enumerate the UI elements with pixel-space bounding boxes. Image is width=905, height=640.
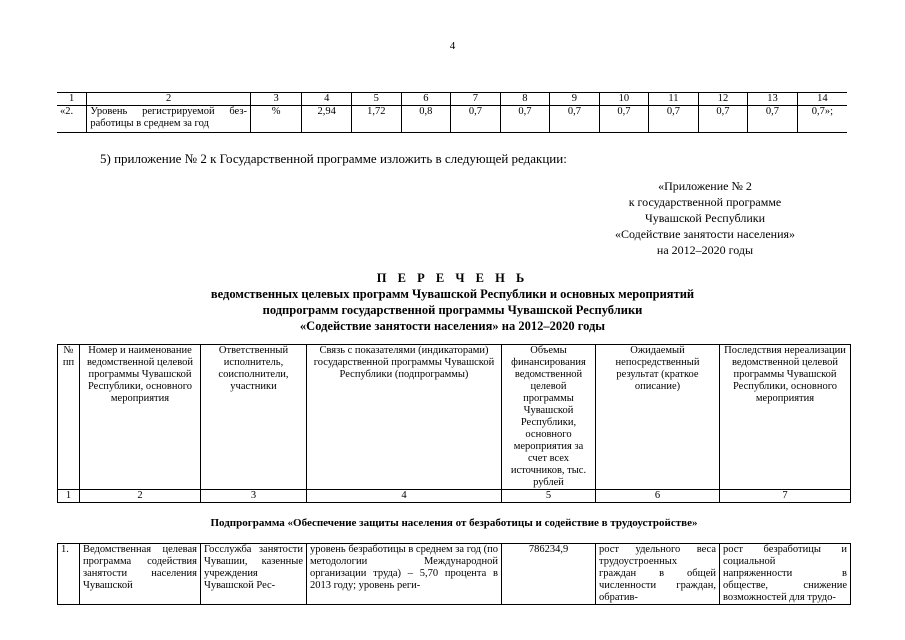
header-cell: Связь с показателями (индикаторами) государственной программы Чувашской Республики (подпрограммы) [307, 345, 502, 490]
header-cell: 5 [352, 93, 402, 106]
indicator-name: Уровень регистрируемой без-работицы в среднем за год [87, 106, 251, 133]
expected-result: рост удельного веса трудоустроенных граждан в общей численности граждан, обратив- [596, 544, 720, 605]
subprogram-row [58, 503, 851, 544]
value-cell: 0,7 [649, 106, 699, 133]
header-cell: 1 [57, 93, 87, 106]
column-number: 6 [596, 490, 720, 503]
title-line: подпрограмм государственной программы Чувашской Республики [262, 303, 643, 317]
title-line: «Содействие занятости населения» на 2012–2020 годы [299, 319, 606, 333]
header-cell: 7 [451, 93, 501, 106]
value-cell: 0,7 [451, 106, 501, 133]
header-cell: Объемы финансирования ведомственной целевой программы Чувашской Республики, основного мероприятия за счет всех источников, тыс. рублей [502, 345, 596, 490]
row-number: 1. [58, 544, 80, 605]
header-cell: 2 [87, 93, 251, 106]
value-cell: 0,7 [698, 106, 748, 133]
main-table [57, 344, 851, 605]
appendix-line: Чувашской Республики [644, 211, 766, 225]
value-cell: 0,7»; [797, 106, 847, 133]
header-cell: 14 [797, 93, 847, 106]
appendix-line: «Содействие занятости населения» [614, 227, 796, 241]
header-cell: Ответственный исполнитель, соисполнители, участники [201, 345, 307, 490]
appendix-line: к государственной программе [628, 195, 782, 209]
header-cell: 6 [401, 93, 451, 106]
table-header-row [58, 345, 851, 490]
row-number: «2. [57, 106, 87, 133]
table-header-row [57, 93, 847, 106]
page-number: 4 [449, 40, 456, 52]
header-cell: 10 [599, 93, 649, 106]
column-number: 1 [58, 490, 80, 503]
header-cell: Ожидаемый непосредственный результат (краткое описание) [596, 345, 720, 490]
program-name: Ведомственная целевая программа содействия занятости населения Чувашской [80, 544, 201, 605]
appendix-line: на 2012–2020 годы [656, 243, 754, 257]
value-cell: 0,7 [748, 106, 798, 133]
value-cell: 0,8 [401, 106, 451, 133]
header-cell: 4 [302, 93, 352, 106]
subprogram-title: Подпрограмма «Обеспечение защиты населения от безработицы и содействие в трудоустройстве» [210, 517, 698, 529]
column-number-row [58, 490, 851, 503]
value-cell: 0,7 [599, 106, 649, 133]
table-row [57, 106, 847, 133]
column-number: 3 [201, 490, 307, 503]
document-title [0, 270, 905, 334]
header-cell: 9 [550, 93, 600, 106]
appendix-line: «Приложение № 2 [658, 179, 752, 193]
header-cell: 11 [649, 93, 699, 106]
header-cell: Номер и наименование ведомственной целевой программы Чувашской Республики, основного мероприятия [80, 345, 201, 490]
header-cell: № пп [58, 345, 80, 490]
value-cell: 0,7 [500, 106, 550, 133]
value-cell: 0,7 [550, 106, 600, 133]
column-number: 7 [720, 490, 851, 503]
header-cell: 8 [500, 93, 550, 106]
header-cell: 12 [698, 93, 748, 106]
indicators-link: уровень безработицы в среднем за год (по методологии Международной организации труда) – 5,70 процента в 2013 году; уровень реги- [307, 544, 502, 605]
funding-volume: 786234,9 [502, 544, 596, 605]
header-cell: 13 [748, 93, 798, 106]
unit-cell: % [250, 106, 301, 133]
column-number: 2 [80, 490, 201, 503]
header-cell: 3 [250, 93, 301, 106]
responsible-executor: Госслужба занятости Чувашии, казенные учреждения Чувашской Рес- [201, 544, 307, 605]
column-number: 4 [307, 490, 502, 503]
title-line: П Е Р Е Ч Е Н Ь [376, 271, 529, 285]
value-cell: 2,94 [302, 106, 352, 133]
top-table [57, 92, 847, 133]
value-cell: 1,72 [352, 106, 402, 133]
non-implementation-consequences: рост безработицы и социальной напряженности в обществе, снижение возможностей для трудо- [720, 544, 851, 605]
title-line: ведомственных целевых программ Чувашской Республики и основных мероприятий [210, 287, 695, 301]
column-number: 5 [502, 490, 596, 503]
appendix-header [570, 178, 840, 258]
table-row [58, 544, 851, 605]
amendment-paragraph: 5) приложение № 2 к Государственной программе изложить в следующей редакции: [100, 151, 567, 166]
header-cell: Последствия нереализации ведомственной целевой программы Чувашской Республики, основного мероприятия [720, 345, 851, 490]
